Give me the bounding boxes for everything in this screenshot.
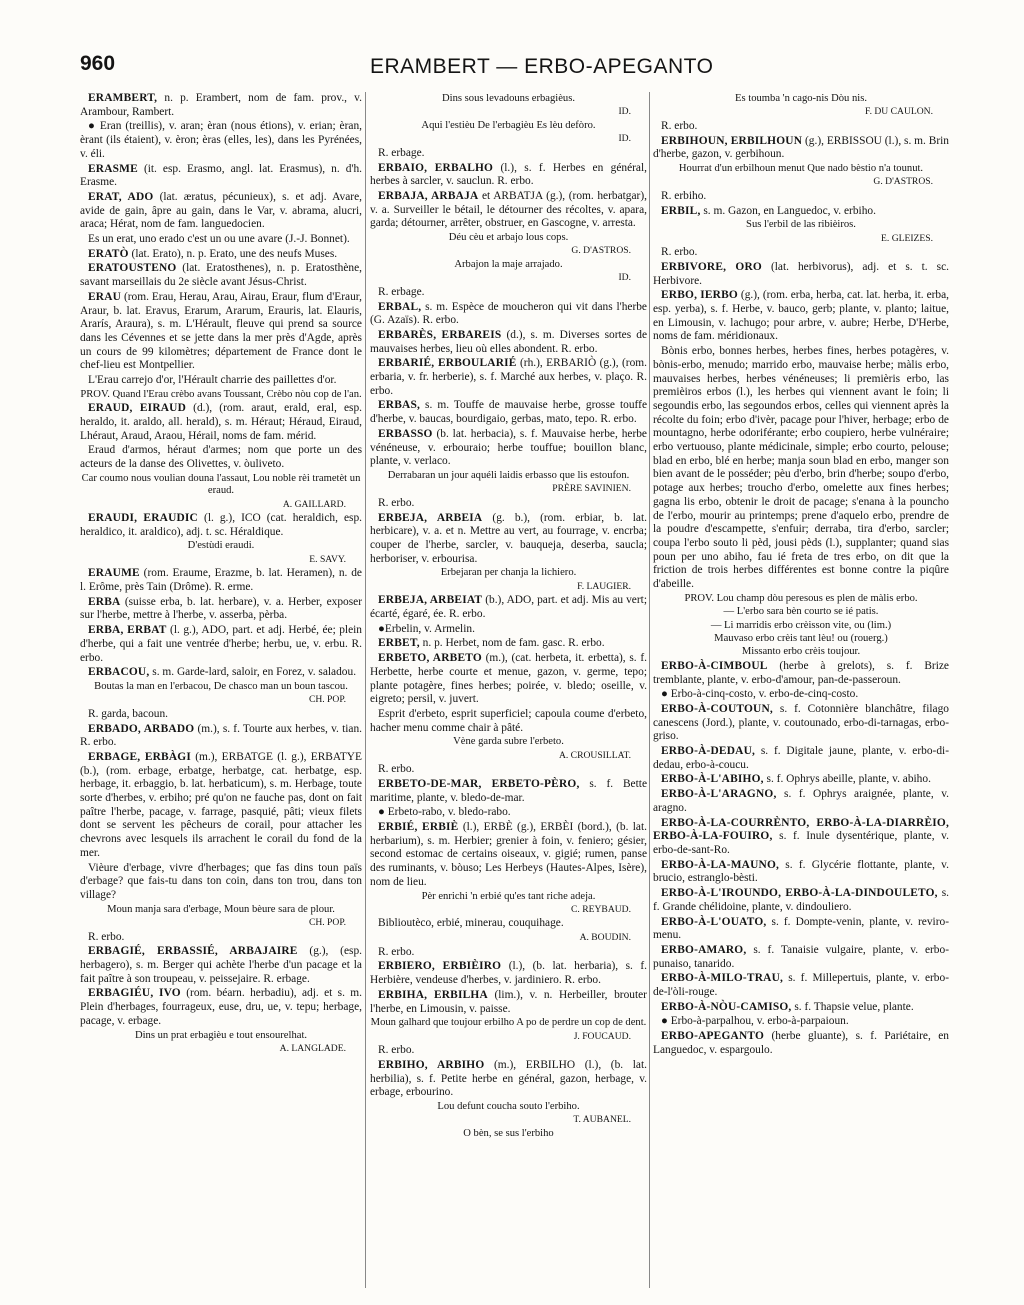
dictionary-entry <box>80 291 362 373</box>
entry-headword: ERBAGIÉU, IVO <box>88 987 181 1000</box>
entry-definition: R. erbo. <box>378 496 415 509</box>
entry-definition: (m.), ERBILHO (l.), (b. lat. herbilia), s. f. Petite herbe en général, gazon, herbage, v. erbage, erbourino. <box>370 1058 647 1099</box>
entry-definition: R. erbo. <box>661 246 698 259</box>
dictionary-entry <box>80 624 362 665</box>
entry-headword: ERBAJA, ARBAJA <box>378 189 479 202</box>
entry-headword: ERBARIÉ, ERBOULARIÉ <box>378 357 517 370</box>
entry-headword: ERBAS, <box>378 399 421 412</box>
entry-definition: n. p. Erambert, nom de fam. prov., v. Arambour, Rambert. <box>80 92 362 118</box>
dictionary-entry <box>653 289 949 344</box>
entry-definition: (b.), ADO, part. et adj. Mis au vert; écarté, égaré, ée. R. erbo. <box>370 594 647 621</box>
dictionary-entry <box>370 594 647 621</box>
entry-headword: ERBO-À-L'ARAGNO, <box>661 788 777 801</box>
citation-quote: D'estùdi eraudi. <box>187 540 255 552</box>
citation-quote: Car coumo nous voulian douna l'assaut, Lou noble rèi trametèt un eraud. <box>81 472 361 497</box>
citation-quote: Arbajon la maje arrajado. <box>454 258 563 270</box>
entry-definition: (g. b.), (rom. erbiar, b. lat. herbicare), v. a. et n. Mettre au vert, au fourrage, v. encrba; couper de l'herbe, sarcler, v. bauqueja, deserba, saucla; herboriser, v. erbourisa. <box>370 511 647 565</box>
entry-headword: ERATOUSTENO <box>88 262 177 275</box>
dictionary-entry <box>80 862 362 903</box>
dictionary-entry <box>653 688 949 702</box>
citation-author: A. BOUDIN. <box>579 932 631 944</box>
citation-quote: Hourrat d'un erbilhoun menut Que nado bèstio n'a tounut. <box>678 163 924 175</box>
dictionary-entry <box>80 262 362 289</box>
entry-headword: ERBIVORE, ORO <box>661 260 762 273</box>
entry-headword: ERBARÈS, ERBAREIS <box>378 328 502 341</box>
entry-definition: s. f. Ophrys abeille, plante, v. abiho. <box>763 773 931 786</box>
entry-headword: ERBO-À-L'OUATO, <box>661 915 767 928</box>
citation-quote: Dins un prat erbagièu e tout ensourelhat. <box>134 1029 308 1041</box>
entry-headword: ERBETO, ARBETO <box>378 652 482 665</box>
citation-quote: Lou defunt coucha souto l'erbiho. <box>437 1100 580 1112</box>
entry-definition: (d.), (rom. araut, erald, eral, esp. heraldo, it. araldo, all. herald), s. m. Héraut; Héraud, Eiraud, Lhéraut, Araud, Araou, Hérail, noms de fam. mérid. <box>80 402 362 442</box>
entry-definition: (m.), s. f. Tourte aux herbes, v. tian. R. erbo. <box>80 722 362 749</box>
citation-author: A. CROUSILLAT. <box>558 749 631 761</box>
column-3 <box>653 92 949 1292</box>
entry-headword: ERBIERO, ERBIÈIRO <box>378 960 502 973</box>
citation-author: ID. <box>618 106 631 118</box>
dictionary-entry <box>370 190 647 231</box>
citation-quote: Missanto erbo crèis toujour. <box>741 646 861 658</box>
entry-definition: R. erbo. <box>378 763 415 776</box>
dictionary-entry <box>80 374 362 388</box>
entry-definition: (rom. Eraume, Erazme, b. lat. Heramen), n. de l. Erôme, près Tain (Drôme). R. erme. <box>80 567 362 594</box>
dictionary-entry <box>80 987 362 1028</box>
entry-definition: s. f. Digitale jaune, plante, v. erbo-di-dedau, erbo-à-coucu. <box>653 745 949 771</box>
entry-definition: (rom. Erau, Herau, Arau, Airau, Eraur, flum d'Eraur, Araur, b. lat. Eravus, Erarum, Ararum, Erauris, lat. Elauris, Ararís, Araura), s. m. L'Hérault, fleuve qui prend sa source dans les Cévennes et se jette dans la mer près d'Agde, après un cours de 99 kilomètres; département de France dont le chef-lieu est Montpellier. <box>80 290 362 372</box>
entry-headword: ERBO-AMARO, <box>661 943 747 956</box>
dictionary-entry <box>370 917 647 931</box>
citation-author: E. GLEIZES. <box>881 232 933 244</box>
citation-author: J. FOUCAUD. <box>573 1030 631 1042</box>
citation-author: C. REYBAUD. <box>571 903 631 915</box>
entry-headword: ERBO-À-NÒU-CAMISO, <box>661 1000 792 1013</box>
citation-quote: Déu cèu et arbajo lous cops. <box>448 232 569 244</box>
entry-definition: s. f. Thapsie velue, plante. <box>791 1000 914 1013</box>
dictionary-entry <box>653 703 949 744</box>
entry-headword: ERBO, IERBO <box>661 289 738 302</box>
entry-headword: ERBAIO, ERBALHO <box>378 161 494 174</box>
entry-headword: ERBAL, <box>378 300 422 313</box>
entry-headword: ERBIHA, ERBILHA <box>378 988 488 1001</box>
dictionary-entry <box>653 773 949 787</box>
dictionary-entry <box>80 723 362 750</box>
dictionary-entry <box>653 345 949 592</box>
entry-definition: (l.), (b. lat. herbaria), s. f. Herbière, vendeuse d'herbes, v. jardiniero. R. erbo. <box>370 960 647 987</box>
dictionary-entry <box>653 1030 949 1057</box>
citation-quote: Derrabaran un jour aquéli laidis erbasso que lis estoufon. <box>387 469 630 481</box>
entry-definition: R. erbo. <box>661 119 698 132</box>
dictionary-entry <box>80 444 362 471</box>
entry-definition: n. p. Herbet, nom de fam. gasc. R. erbo. <box>419 637 605 650</box>
entry-definition: (suisse erba, b. lat. herbare), v. a. Herber, exposer sur l'herbe, mettre à l'herbe, v. asserba, pèrba. <box>80 595 362 622</box>
citation-author: CH. POP. <box>308 917 346 929</box>
dictionary-entry <box>80 751 362 861</box>
entry-definition: R. erbiho. <box>661 189 707 202</box>
dictionary-entry <box>370 652 647 707</box>
citation-author: F. LAUGIER. <box>577 580 631 592</box>
entry-headword: ERBIHOUN, ERBILHOUN <box>661 134 803 147</box>
column-divider <box>649 92 650 1288</box>
dictionary-entry <box>370 821 647 890</box>
entry-definition: (l.), s. f. Herbes en général, herbes à sarcler, v. sauclun. R. erbo. <box>370 161 647 188</box>
entry-definition: (g.), (rom. erba, herba, cat. lat. herba, it. erba, esp. yerba), s. f. Herbe, v. bauco, gerb; plante, v. planto; laitue, en Limousin, v. lachugo; pour arbre, v. aubre; Herbe, D'Herbe, noms de fam. méridionaux. <box>653 289 949 343</box>
dictionary-entry <box>80 92 362 119</box>
citation-quote: Erbejaran per chanja la lichiero. <box>440 567 577 579</box>
entry-headword: ERATÒ <box>88 247 129 260</box>
entry-headword: ERAU <box>88 290 122 303</box>
entry-definition: ● Erbo-à-parpalhou, v. erbo-à-parpaioun. <box>661 1015 849 1028</box>
dictionary-entry <box>370 162 647 189</box>
entry-headword: ERBEJA, ARBEIA <box>378 511 483 524</box>
citation-quote: — Li marridis erbo crèisson vite, ou (lim.) <box>710 619 892 631</box>
entry-definition: (g.), (esp. herbagero), s. m. Berger qui achète l'herbe d'un pacage et la fait paître à son troupeau, v. peissejaire. R. erbage. <box>80 945 362 985</box>
entry-headword: ERBIL, <box>661 204 701 217</box>
entry-definition: ●Erbelin, v. Armelin. <box>378 622 475 635</box>
entry-headword: ERBO-À-MILO-TRAU, <box>661 972 784 985</box>
entry-headword: ERBIÉ, ERBIÈ <box>378 821 459 834</box>
entry-definition: (lim.), v. n. Herbeiller, brouter l'herbe, en Limousin, v. paisse. <box>370 988 647 1015</box>
entry-definition: s. f. Dompte-venin, plante, v. reviro-menu. <box>653 915 949 942</box>
entry-definition: (lat. Erato), n. p. Erato, une des neufs Muses. <box>128 247 338 260</box>
dictionary-entry <box>653 246 949 260</box>
dictionary-entry <box>370 512 647 567</box>
citation-quote: Es toumba 'n cago-nis Dòu nis. <box>735 93 867 104</box>
dictionary-entry <box>370 960 647 987</box>
dictionary-entry <box>370 147 647 161</box>
entry-headword: ERBEJA, ARBEIAT <box>378 594 483 607</box>
citation-author: CH. POP. <box>308 694 346 706</box>
citation-quote: Dins sous levadouns erbagièus. <box>442 93 575 104</box>
dictionary-entry <box>653 944 949 971</box>
dictionary-entry <box>370 708 647 735</box>
entry-definition: s. f. Ophrys araignée, plante, v. aragno. <box>653 788 949 814</box>
dictionary-entry <box>653 745 949 772</box>
entry-definition: (m.), ERBATGE (l. g.), ERBATYE (b.), (rom. erbage, erbatge, herbatge, cat. herbatge, esp. herbage, it. erbaggio, b. lat. herbaticum), s. m. Herbage, toute sorte d'herbes, v. erbiho; pré qu'on ne fauche pas, dont on fait paître l'herbe, pacage, v. farrage, pasquié, pâti; vieux filets dont se servent les pêcheurs de corail, pour attacher les chevrons avec lesquels ils arrachent le corail du fond de la mer. <box>80 750 362 859</box>
entry-definition: (rom. béarn. herbadiu), adj. et s. m. Plein d'herbages, fourrageux, euse, dru, ue, v. tepu; herbage, pacage, v. erbage. <box>80 987 362 1027</box>
entry-definition: ● Erbo-à-cinq-costo, v. erbo-de-cinq-costo. <box>661 688 859 701</box>
entry-definition: s. f. Glycérie flottante, plante, v. brucio, estranglo-bèsti. <box>653 858 949 885</box>
entry-definition: s. f. Bette maritime, plante, v. bledo-de-mar. <box>370 777 647 804</box>
entry-headword: ERBA, ERBAT <box>88 624 167 637</box>
entry-headword: ERBASSO <box>378 427 433 440</box>
citation-quote: Moun galhard que toujour erbilho A po de perdre un cop de dent. <box>370 1017 647 1029</box>
dictionary-entry <box>653 205 949 219</box>
entry-headword: ERAT, ADO <box>88 190 154 203</box>
entry-definition: (rh.), ERBARIÒ (g.), (rom. erbaria, v. fr. herberie), s. f. Marché aux herbes, v. plaço. R. erbo. <box>370 357 647 397</box>
entry-headword: ERBO-À-DEDAU, <box>661 745 756 758</box>
running-title: ERAMBERT — ERBO-APEGANTO <box>370 55 714 78</box>
entry-definition: s. f. Tanaisie vulgaire, plante, v. erbo-punaiso, tanarido. <box>653 943 949 970</box>
entry-headword: ERBO-À-COUTOUN, <box>661 702 773 715</box>
dictionary-entry <box>370 497 647 511</box>
dictionary-entry <box>370 637 647 651</box>
entry-definition: Vièure d'erbage, vivre d'herbages; que fas dins toun païs d'erbage? que fais-tu dans ton coin, dans ton trou, dans ton village? <box>80 861 362 901</box>
dictionary-entry <box>80 666 362 680</box>
citation-quote: Vène garda subre l'erbeto. <box>453 736 564 748</box>
dictionary-entry <box>370 806 647 820</box>
dictionary-entry <box>653 1001 949 1015</box>
entry-headword: ERAUD, EIRAUD <box>88 402 187 415</box>
citation-author: A. LANGLADE. <box>279 1042 346 1054</box>
entry-headword: ERBET, <box>378 637 420 650</box>
dictionary-entry <box>370 357 647 398</box>
entry-definition: Bònis erbo, bonnes herbes, herbes fines, herbes potagères, v. bònis-erbo, menudo; marrido erbo, mauvaise herbe; màlis erbo, mauvaises herbes, herbes vénéneuses; li premièris erbo, las premièiros erbos (l.), les herbes qui viennent avant le foin; li segoundis erbo, las segoundos erbos, celles qui viennent après la récolte du foin; erbo d'ivèr, pacage pour l'hiver, herbage; erbo de mountagno, herbe odoriférante; erbo coupiero, herbe vulnéraire; erbo vertuouso, plante médicinale, simple; erbo courto, pelouse; blad en erbo, blé en herbe; manja soun blad en erbo, manger son bien avant de le posséder; pèu d'erbo, brin d'herbe; soupo d'erbo, potage aux herbes; troucho d'erbo, omelette aux fines herbes; gagna lis erbo, obtenir le droit de pacage; s'enana à la pouncho de l'erbo, mourir au printemps; prene d'aquelo erbo, prendre de la poudre d'escampette, s'enfuir; derraba, tira d'erbo, sarcler; coupa l'erbo souto li pèd, jousi pèds (l.), supplanter; quand sias poun per uno abiho, fau ié freta de tres erbo, on dit que la friction de trois herbes différentes est bonne contre la piqûre d'abeille. <box>653 345 949 591</box>
entry-definition: Es un erat, uno erado c'est un ou une avare (J.-J. Bonnet). <box>88 233 350 246</box>
citation-quote: PROV. Lou champ dòu peresous es plen de màlis erbo. <box>684 592 918 604</box>
page-number: 960 <box>80 52 116 75</box>
entry-headword: ERBETO-DE-MAR, ERBETO-PÈRO, <box>378 777 580 790</box>
entry-definition: R. erbo. <box>378 1044 415 1057</box>
citation-quote: Sus l'erbil de las ribièiros. <box>746 219 856 231</box>
dictionary-entry <box>370 301 647 328</box>
column-divider <box>365 92 366 1288</box>
citation-quote: Aqui l'estièu De l'erbagièu Es lèu defòro. <box>421 119 596 131</box>
entry-headword: ERBO-À-LA-COURRÈNTO, ERBO-À-LA-DIARRÈIO, ERBO-À-LA-FOUIRO, <box>653 816 949 843</box>
dictionary-entry <box>653 660 949 687</box>
dictionary-entry <box>80 163 362 190</box>
entry-definition: Biblioutèco, erbié, minerau, couquihage. <box>378 917 564 930</box>
dictionary-entry <box>80 708 362 722</box>
citation-author: T. AUBANEL. <box>573 1114 631 1126</box>
citation-author: F. DU CAULON. <box>865 106 933 118</box>
dictionary-entry <box>80 402 362 443</box>
entry-definition: (g.), ERBISSOU (l.), s. m. Brin d'herbe, gazon, v. gerbihoun. <box>653 134 949 161</box>
entry-definition: R. erbage. <box>378 285 425 298</box>
dictionary-entry <box>653 972 949 999</box>
entry-headword: ERBO-APEGANTO <box>661 1030 765 1043</box>
citation-author: G. D'ASTROS. <box>571 245 631 257</box>
entry-definition: s. f. Inule dysentérique, plante, v. erbo-de-sant-Ro. <box>653 830 949 856</box>
citation-quote: Moun manja sara d'erbage, Moun bèure sara de plour. <box>107 903 335 915</box>
entry-definition: s. m. Touffe de mauvaise herbe, grosse touffe d'herbe, v. baucas, bourdigaio, gerbas, mato, tepo. R. erbo. <box>370 399 647 426</box>
entry-headword: ERBADO, ARBADO <box>88 722 195 735</box>
entry-definition: (it. esp. Erasmo, angl. lat. Erasmus), n. d'h. Erasme. <box>80 162 362 189</box>
dictionary-entry <box>370 428 647 469</box>
entry-definition: L'Erau carrejo d'or, l'Hérault charrie des paillettes d'or. <box>88 374 337 387</box>
entry-definition: s. f. Cotonnière blanchâtre, filago canescens (Jord.), plante, v. coutounado, erbo-di-tarnagas, erbo-griso. <box>653 702 949 743</box>
entry-definition: (lat. herbivorus), adj. et s. t. sc. Herbivore. <box>653 260 949 287</box>
entry-headword: ERBO-À-L'IROUNDO, ERBO-À-LA-DINDOULETO, <box>661 887 938 900</box>
citation-quote: Boutas la man en l'erbacou, De chasco man un boun tascou. <box>94 680 348 692</box>
dictionary-entry <box>653 190 949 204</box>
dictionary-entry <box>370 329 647 356</box>
dictionary-entry <box>653 120 949 134</box>
entry-definition: et ARBATJA (g.), (rom. herbatgar), v. a. Surveiller le bétail, le détourner des récoltes, v. apara, garda; détourner, arrêter, obstruer, en Gascogne, v. arresta. <box>370 189 647 230</box>
entry-definition: R. erbo. <box>88 930 125 943</box>
citation-author: A. GAILLARD. <box>282 498 346 510</box>
dictionary-entry <box>80 512 362 539</box>
entry-definition: (herbe à grelots), s. f. Brize tremblante, plante, v. erbo-d'amour, pan-de-passeroun. <box>653 659 949 686</box>
dictionary-entry <box>80 596 362 623</box>
dictionary-entry <box>80 233 362 247</box>
entry-definition: R. erbage. <box>378 146 425 159</box>
dictionary-entry <box>370 399 647 426</box>
entry-headword: ERAMBERT, <box>88 92 158 104</box>
dictionary-entry <box>653 788 949 815</box>
entry-definition: s. m. Gazon, en Languedoc, v. erbiho. <box>700 204 876 217</box>
dictionary-entry <box>653 887 949 914</box>
entry-definition: Esprit d'erbeto, esprit superficiel; capoula coume d'erbeto, hacher menu comme chair à pâté. <box>370 707 647 734</box>
entry-definition: R. erbo. <box>378 945 415 958</box>
citation-author: PRÈRE SAVINIEN. <box>552 483 631 495</box>
dictionary-entry <box>370 946 647 960</box>
dictionary-entry <box>370 286 647 300</box>
dictionary-entry <box>653 261 949 288</box>
entry-definition: s. f. Millepertuis, plante, v. erbo-de-l'òli-rouge. <box>653 972 949 999</box>
entry-headword: ERBAGE, ERBÀGI <box>88 750 191 763</box>
entry-headword: ERBO-À-L'ABIHO, <box>661 773 764 786</box>
citation-author: E. SAVY. <box>309 553 346 565</box>
entry-definition: s. f. Grande chélidoine, plante, v. dindouliero. <box>653 887 949 913</box>
dictionary-entry <box>653 817 949 858</box>
dictionary-entry <box>80 567 362 594</box>
entry-definition: (d.), s. m. Diverses sortes de mauvaises herbes, lieu où elles abondent. R. erbo. <box>370 328 647 355</box>
dictionary-entry <box>370 1059 647 1100</box>
dictionary-entry <box>370 763 647 777</box>
entry-headword: ERBA <box>88 595 121 608</box>
citation-quote: Mauvaso erbo crèis tant lèu! ou (rouerg.) <box>714 633 888 645</box>
entry-definition: (b. lat. herbacia), s. f. Mauvaise herbe, herbe vénéneuse, v. erbouraio; herbe touffue; bouillon blanc, plante, v. verlaco. <box>370 427 647 468</box>
dictionary-entry <box>80 248 362 262</box>
entry-definition: R. garda, bacoun. <box>88 707 169 720</box>
dictionary-entry <box>80 191 362 232</box>
citation-author: ID. <box>618 133 631 145</box>
citation-quote: — L'erbo sara bèn courto se ié patis. <box>723 606 879 618</box>
entry-definition: s. m. Espèce de moucheron qui vit dans l'herbe (G. Azaïs). R. erbo. <box>370 300 647 327</box>
dictionary-entry <box>80 931 362 945</box>
dictionary-entry <box>370 778 647 805</box>
dictionary-entry <box>370 623 647 637</box>
dictionary-entry <box>653 135 949 162</box>
entry-definition: ● Eran (treillis), v. aran; èran (nous étions), v. erian; èran, èrant (ils étaient), v. èron; èras (elles, les), dans les Pyrénées, v. éli. <box>80 120 362 160</box>
entry-headword: ERBO-À-CIMBOUL <box>661 659 768 672</box>
entry-definition: s. m. Garde-lard, saloir, en Forez, v. saladou. <box>149 666 357 679</box>
entry-definition: (l. g.), ICO (cat. heraldich, esp. heraldico, it. araldico), adj. t. sc. Héraldique. <box>80 512 362 538</box>
dictionary-entry <box>653 916 949 943</box>
citation-quote: O bèn, se sus l'erbiho <box>463 1127 554 1139</box>
entry-definition: ● Erbeto-rabo, v. bledo-rabo. <box>378 806 511 819</box>
entry-headword: ERBO-À-LA-MAUNO, <box>661 858 780 871</box>
column-1 <box>80 92 362 1292</box>
dictionary-entry <box>653 1015 949 1029</box>
entry-definition: (lat. Eratosthenes), n. p. Eratosthène, savant marseillais du 2e siècle avant Jésus-Christ. <box>80 262 362 289</box>
entry-definition: (herbe gluante), s. f. Pariétaire, en Languedoc, v. espargoulo. <box>653 1030 949 1056</box>
dictionary-entry <box>653 859 949 886</box>
entry-definition: Eraud d'armos, héraut d'armes; nom que porte un des acteurs de la danse des Olivettes, v. òuliveto. <box>80 444 362 470</box>
entry-definition: (lat. æratus, pécunieux), s. et adj. Avare, avide de gain, âpre au gain, dans le Var, v. abrama, alucri, araca; Hérat, nom de fam. languedocien. <box>80 190 362 231</box>
entry-definition: (l.), ERBÈ (g.), ERBÈI (bord.), (b. lat. herbarium), s. m. Herbier; grenier à foin, v. feniero; gésier, second estomac de certains oiseaux, v. gigié; rumen, panse des ruminants, v. bòuso; Les Herbeys (Hautes-Alpes, Isère), nom de lieu. <box>370 821 647 888</box>
entry-definition: (m.), (cat. herbeta, it. erbetta), s. f. Herbette, herbe courte et menue, gazon, v. germe, tepo; plante potagère, fines herbes; poirée, v. bledo; oseille, v. eigreto; persil, v. juvert. <box>370 652 647 706</box>
citation-quote: Pèr enrichi 'n erbié qu'es tant riche adeja. <box>421 890 596 902</box>
citation-author: ID. <box>618 272 631 284</box>
entry-headword: ERBIHO, ARBIHO <box>378 1058 485 1071</box>
citation-quote: PROV. Quand l'Erau crèbo avans Toussant, Crèbo nòu cop de l'an. <box>80 388 362 400</box>
entry-headword: ERASME <box>88 162 138 175</box>
dictionary-entry <box>370 989 647 1016</box>
entry-headword: ERBAGIÉ, ERBASSIÉ, ARBAJAIRE <box>88 945 298 958</box>
entry-headword: ERBACOU, <box>88 666 150 679</box>
dictionary-entry <box>80 945 362 986</box>
dictionary-entry <box>370 1044 647 1058</box>
entry-headword: ERAUDI, ERAUDIC <box>88 512 198 524</box>
citation-author: G. D'ASTROS. <box>873 176 933 188</box>
entry-definition: (l. g.), ADO, part. et adj. Herbé, ée; plein d'herbe, qui a fait une ventrée d'herbe; herbu, ue, v. erbu. R. erbo. <box>80 624 362 664</box>
dictionary-entry <box>80 120 362 161</box>
column-2 <box>370 92 647 1292</box>
entry-headword: ERAUME <box>88 567 140 580</box>
